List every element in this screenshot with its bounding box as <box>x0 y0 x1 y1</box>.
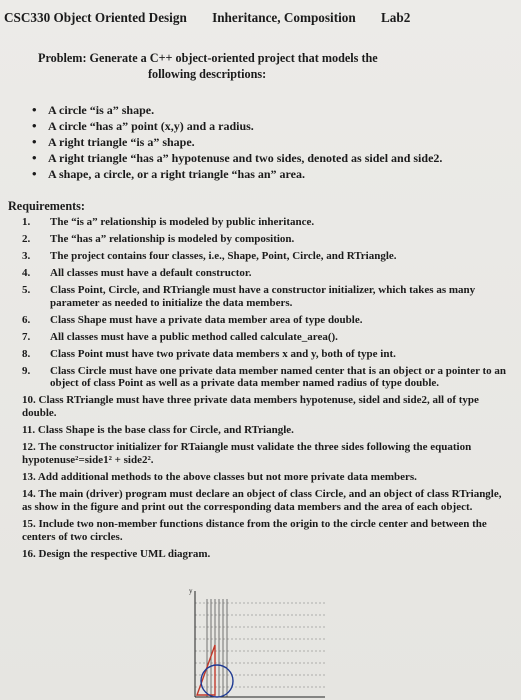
requirement-number: 9. <box>22 364 31 377</box>
problem-statement <box>38 50 458 82</box>
requirement-text: Design the respective UML diagram. <box>38 547 211 560</box>
document-header <box>4 10 515 26</box>
requirement-number: 7. <box>22 330 31 343</box>
requirement-number: 8. <box>22 347 31 360</box>
requirement-text: Class Point must have two private data members x and y, both of type int. <box>50 347 396 360</box>
requirement-item <box>22 314 514 327</box>
bullet-item: • A right triangle “is a” shape. <box>32 134 502 150</box>
requirement-item <box>22 331 514 344</box>
requirements-list <box>22 216 514 565</box>
requirement-text: Add additional methods to the above classes but not more private data members. <box>37 471 417 483</box>
requirement-text: The project contains four classes, i.e., Shape, Point, Circle, and RTriangle. <box>50 249 397 262</box>
requirement-text: Class Circle must have one private data member named center that is an object or a pointer to an object of class Point as well as a private data member named radius of type double. <box>50 364 507 390</box>
bullet-item: • A circle “is a” shape. <box>32 102 502 118</box>
course-title: CSC330 Object Oriented Design <box>4 10 187 25</box>
requirement-number: 5. <box>22 283 31 296</box>
requirement-number: 2. <box>22 232 31 245</box>
requirement-number: 1. <box>22 216 31 228</box>
description-bullet-list <box>32 102 502 182</box>
requirement-item <box>22 518 514 544</box>
requirements-heading: Requirements: <box>8 199 85 213</box>
requirement-text: Include two non-member functions distance from the origin to the circle center and between the centers of two circles. <box>22 517 487 543</box>
bullet-item: • A right triangle “has a” hypotenuse and two sides, denoted as sidel and side2. <box>32 150 502 166</box>
requirement-item <box>22 365 514 391</box>
requirement-text: The “has a” relationship is modeled by composition. <box>50 232 295 245</box>
requirement-item <box>22 488 514 514</box>
requirement-number: 14. <box>22 487 36 500</box>
problem-line-2: following descriptions: <box>148 67 267 81</box>
bullet-item: • A shape, a circle, or a right triangle “has an” area. <box>32 166 502 182</box>
lab-label: Lab2 <box>380 10 411 25</box>
requirement-item <box>22 250 514 263</box>
requirement-text: The “is a” relationship is modeled by public inheritance. <box>50 216 315 228</box>
problem-line-1: Problem: Generate a C++ object-oriented project that models the <box>38 51 378 65</box>
requirement-number: 3. <box>22 249 31 262</box>
requirement-text: All classes must have a default constructor. <box>50 266 252 279</box>
requirement-number: 11. <box>22 424 36 437</box>
requirement-number: 15. <box>22 517 36 530</box>
requirement-number: 10. <box>22 394 36 407</box>
requirement-item <box>22 233 514 246</box>
requirement-text: All classes must have a public method called calculate_area(). <box>50 330 338 343</box>
y-axis-label: y <box>189 587 193 595</box>
circle-triangle-figure <box>175 585 330 700</box>
requirement-text: Class Shape must have a private data member area of type double. <box>50 313 363 326</box>
requirement-item <box>22 284 514 310</box>
requirement-number: 6. <box>22 313 31 326</box>
requirement-text: Class Point, Circle, and RTriangle must have a constructor initializer, which takes as many parameter as needed to initialize the data members. <box>50 283 476 309</box>
requirement-item <box>22 424 514 437</box>
requirement-number: 13. <box>22 471 36 483</box>
circle-shape <box>201 665 233 697</box>
requirement-item <box>22 267 514 280</box>
requirement-number: 4. <box>22 266 31 279</box>
requirement-text: Class RTriangle must have three private data members hypotenuse, sidel and side2, all of type double. <box>22 394 479 420</box>
requirement-item <box>22 548 514 561</box>
requirement-item <box>22 216 514 229</box>
requirement-item <box>22 471 514 484</box>
topic-title: Inheritance, Composition <box>212 10 356 25</box>
bullet-item: • A circle “has a” point (x,y) and a radius. <box>32 118 502 134</box>
requirement-number: 16. <box>22 547 36 560</box>
requirement-text: Class Shape is the base class for Circle, and RTriangle. <box>37 424 294 437</box>
requirement-item <box>22 348 514 361</box>
requirement-text: The constructor initializer for RTaiangle must validate the three sides following the equation hypotenuse²=side1² + side2². <box>22 441 472 467</box>
requirement-text: The main (driver) program must declare an object of class Circle, and an object of class RTriangle, as show in the figure and print out the corresponding data members and the area of each object. <box>22 487 502 513</box>
requirement-number: 12. <box>22 441 36 454</box>
requirement-item <box>22 441 514 467</box>
requirement-item <box>22 394 514 420</box>
